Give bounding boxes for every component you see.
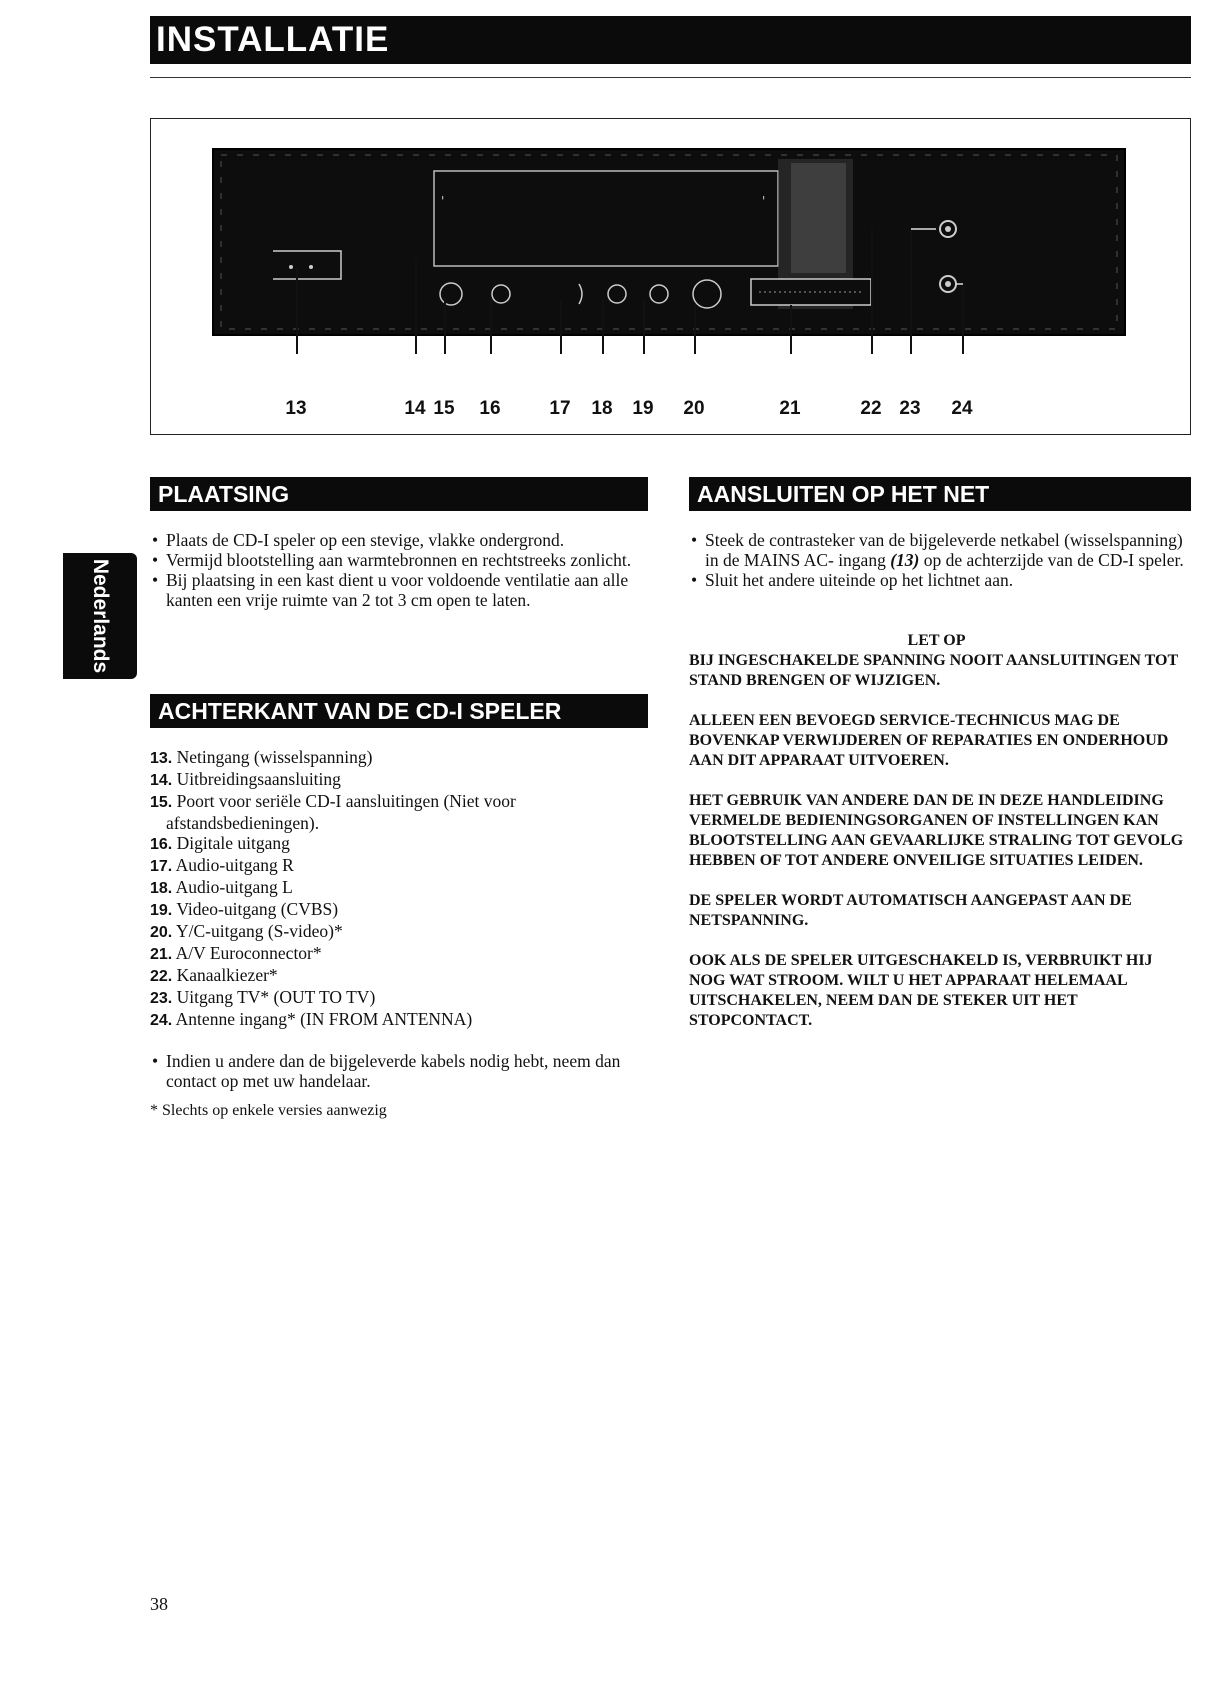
- warning-paragraph: OOK ALS DE SPELER UITGESCHAKELD IS, VERBRUIKT HIJ NOG WAT STROOM. WILT U HET APPARAAT HELEMAAL UITSCHAKELEN, NEEM DAN DE STEKER UIT HET STOPCONTACT.: [689, 952, 1153, 1029]
- callout-21: 21: [779, 398, 801, 419]
- item-number: 16.: [150, 836, 173, 853]
- callout-23: 23: [899, 398, 921, 419]
- safety-warnings: [689, 631, 1184, 1051]
- plaatsing-text: [150, 530, 648, 610]
- item-number: 15.: [150, 794, 173, 811]
- section-title-plaatsing: PLAATSING: [150, 477, 648, 511]
- page-title: INSTALLATIE: [150, 16, 1191, 64]
- item-number: 19.: [150, 902, 173, 919]
- item-text: A/V Euroconnector*: [175, 943, 322, 963]
- item-number: 14.: [150, 772, 173, 789]
- plaatsing-bullets: [150, 530, 648, 610]
- svg-text:': ': [762, 194, 766, 208]
- connector-list: [150, 747, 648, 1031]
- item-text: Audio-uitgang R: [175, 855, 294, 875]
- mains-ref: (13): [890, 550, 920, 570]
- warning-paragraph: HET GEBRUIK VAN ANDERE DAN DE IN DEZE HANDLEIDING VERMELDE BEDIENINGSORGANEN OF INSTELLINGEN KAN BLOOTSTELLING AAN GEVAARLIJKE STRALING TOT GEVOLG HEBBEN OF TOT ANDERE ONVEILIGE SITUATIES LEIDEN.: [689, 792, 1184, 869]
- list-item: [150, 877, 648, 899]
- callout-18: 18: [591, 398, 613, 419]
- mains-instruction-end: op de achterzijde van de CD-I speler.: [919, 550, 1184, 570]
- item-number: 18.: [150, 880, 173, 897]
- mains-instruction: Steek de contrasteker van de bijgeleverde netkabel (wisselspanning) in de MAINS AC- ingang: [705, 530, 1183, 570]
- item-number: 21.: [150, 946, 173, 963]
- callout-13: 13: [285, 398, 307, 419]
- list-item: [150, 855, 648, 877]
- list-item: [150, 791, 648, 833]
- svg-text:': ': [441, 194, 445, 208]
- callout-16: 16: [479, 398, 501, 419]
- achterkant-text: [150, 747, 648, 1121]
- item-text: Kanaalkiezer*: [176, 965, 278, 985]
- list-item: • Bij plaatsing in een kast dient u voor voldoende ventilatie aan alle kanten een vrije ruimte van 2 tot 3 cm open te laten.: [150, 570, 648, 610]
- item-text-continued: afstandsbedieningen).: [166, 813, 320, 833]
- warning-paragraph: BIJ INGESCHAKELDE SPANNING NOOIT AANSLUITINGEN TOT STAND BRENGEN OF WIJZIGEN.: [689, 652, 1178, 689]
- item-number: 24.: [150, 1012, 173, 1029]
- list-item: • Sluit het andere uiteinde op het lichtnet aan.: [689, 570, 1184, 590]
- callout-17: 17: [549, 398, 571, 419]
- section-title-aansluiten: AANSLUITEN OP HET NET: [689, 477, 1191, 511]
- header-divider: [150, 77, 1191, 78]
- item-text: Antenne ingang* (IN FROM ANTENNA): [175, 1009, 473, 1029]
- list-item: [150, 747, 648, 769]
- item-text: Video-uitgang (CVBS): [176, 899, 339, 919]
- callout-15: 15: [433, 398, 455, 419]
- rear-panel-illustration: [151, 119, 1192, 436]
- list-item: [150, 943, 648, 965]
- item-text: Uitgang TV* (OUT TO TV): [176, 987, 376, 1007]
- callout-19: 19: [632, 398, 654, 419]
- item-number: 22.: [150, 968, 173, 985]
- cable-note: [150, 1051, 648, 1091]
- item-number: 20.: [150, 924, 173, 941]
- aansluiten-text: [689, 530, 1184, 590]
- language-tab-label: Nederlands: [89, 558, 112, 674]
- item-text: Audio-uitgang L: [175, 877, 293, 897]
- list-item: [150, 965, 648, 987]
- callout-24: 24: [951, 398, 973, 419]
- list-item: [150, 1009, 648, 1031]
- rear-panel-figure: [150, 118, 1191, 435]
- list-item: [150, 899, 648, 921]
- item-number: 23.: [150, 990, 173, 1007]
- warning-paragraph: DE SPELER WORDT AUTOMATISCH AANGEPAST AAN DE NETSPANNING.: [689, 892, 1132, 929]
- item-text: Netingang (wisselspanning): [176, 747, 373, 767]
- callout-14: 14: [404, 398, 426, 419]
- list-item: [150, 833, 648, 855]
- list-item: [150, 987, 648, 1009]
- aansluiten-bullets: [689, 530, 1184, 590]
- item-text: Uitbreidingsaansluiting: [176, 769, 341, 789]
- list-item: • Vermijd blootstelling aan warmtebronnen en rechtstreeks zonlicht.: [150, 550, 648, 570]
- item-text: Poort voor seriële CD-I aansluitingen (Niet voor: [176, 791, 516, 811]
- list-item: • Plaats de CD-I speler op een stevige, vlakke ondergrond.: [150, 530, 648, 550]
- item-number: 13.: [150, 750, 173, 767]
- item-text: Digitale uitgang: [176, 833, 290, 853]
- language-tab: [63, 553, 137, 679]
- callout-22: 22: [860, 398, 882, 419]
- footnote: * Slechts op enkele versies aanwezig: [150, 1102, 387, 1119]
- item-text: Y/C-uitgang (S-video)*: [175, 921, 343, 941]
- list-item: [150, 769, 648, 791]
- section-title-achterkant: ACHTERKANT VAN DE CD-I SPELER: [150, 694, 648, 728]
- warning-paragraph: ALLEEN EEN BEVOEGD SERVICE-TECHNICUS MAG DE BOVENKAP VERWIJDEREN OF REPARATIES EN ONDERHOUD AAN DIT APPARAAT UITVOEREN.: [689, 712, 1169, 769]
- page-number: 38: [150, 1594, 168, 1614]
- list-item: • Indien u andere dan de bijgeleverde kabels nodig hebt, neem dan contact op met uw handelaar.: [150, 1051, 648, 1091]
- list-item: [689, 530, 1184, 570]
- callout-20: 20: [683, 398, 705, 419]
- warning-heading: LET OP: [907, 632, 966, 649]
- item-number: 17.: [150, 858, 173, 875]
- list-item: [150, 921, 648, 943]
